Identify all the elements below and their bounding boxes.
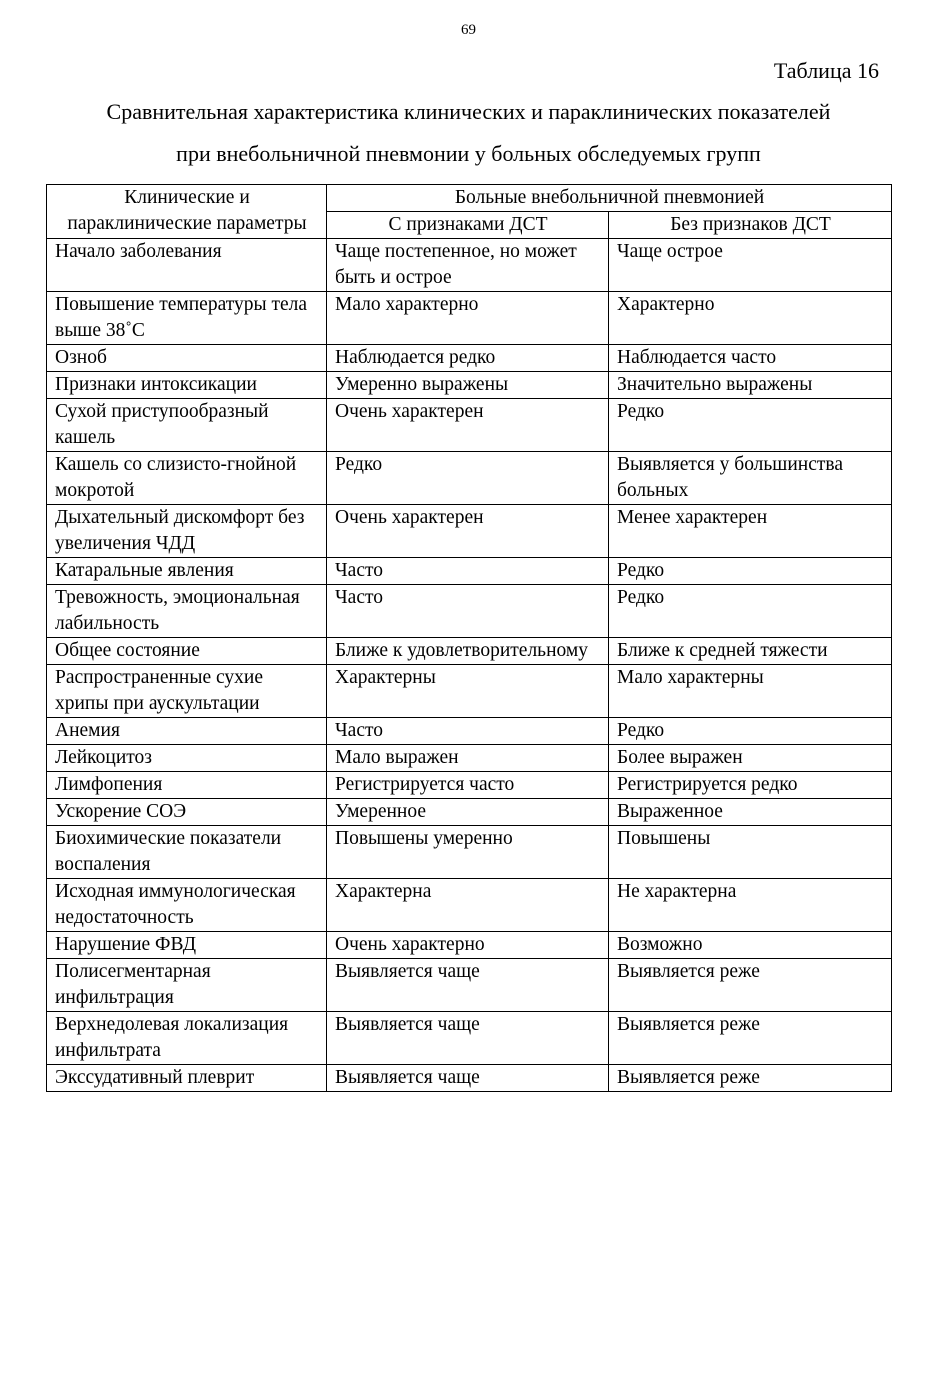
cell-with-dst: Мало характерно	[327, 292, 609, 345]
table-row	[47, 826, 892, 879]
cell-parameter: Верхнедолевая локализация инфильтрата	[47, 1012, 327, 1065]
table-row	[47, 772, 892, 799]
cell-with-dst: Очень характерен	[327, 505, 609, 558]
cell-parameter: Повышение температуры тела выше 38˚С	[47, 292, 327, 345]
cell-with-dst: Ближе к удовлетворительному	[327, 638, 609, 665]
cell-without-dst: Возможно	[609, 932, 892, 959]
cell-without-dst: Редко	[609, 558, 892, 585]
cell-with-dst: Часто	[327, 718, 609, 745]
table-row	[47, 505, 892, 558]
header-patient-group: Больные внебольничной пневмонией	[327, 185, 892, 212]
table-row	[47, 799, 892, 826]
cell-without-dst: Выраженное	[609, 799, 892, 826]
cell-with-dst: Умеренно выражены	[327, 372, 609, 399]
table-row	[47, 745, 892, 772]
table-body	[47, 239, 892, 1092]
cell-with-dst: Выявляется чаще	[327, 959, 609, 1012]
table-label: Таблица 16	[773, 58, 879, 83]
page-number: 69	[461, 22, 476, 38]
table-caption-line-2: при внебольничной пневмонии у больных обследуемых групп	[176, 141, 761, 166]
header-parameters: Клинические и параклинические параметры	[47, 185, 327, 239]
cell-without-dst: Характерно	[609, 292, 892, 345]
cell-without-dst: Выявляется у большинства больных	[609, 452, 892, 505]
cell-without-dst: Редко	[609, 718, 892, 745]
table-row	[47, 345, 892, 372]
table-row	[47, 959, 892, 1012]
table-caption-line-1: Сравнительная характеристика клинических и параклинических показателей	[106, 99, 831, 124]
cell-with-dst: Мало выражен	[327, 745, 609, 772]
cell-parameter: Лейкоцитоз	[47, 745, 327, 772]
cell-parameter: Лимфопения	[47, 772, 327, 799]
cell-without-dst: Редко	[609, 585, 892, 638]
cell-without-dst: Ближе к средней тяжести	[609, 638, 892, 665]
cell-parameter: Катаральные явления	[47, 558, 327, 585]
cell-without-dst: Регистрируется редко	[609, 772, 892, 799]
table-row	[47, 452, 892, 505]
cell-parameter: Ускорение СОЭ	[47, 799, 327, 826]
cell-parameter: Тревожность, эмоциональная лабильность	[47, 585, 327, 638]
table-row	[47, 558, 892, 585]
table-row	[47, 718, 892, 745]
table-row	[47, 879, 892, 932]
cell-with-dst: Часто	[327, 558, 609, 585]
cell-parameter: Анемия	[47, 718, 327, 745]
cell-without-dst: Повышены	[609, 826, 892, 879]
cell-without-dst: Значительно выражены	[609, 372, 892, 399]
cell-with-dst: Часто	[327, 585, 609, 638]
table-row	[47, 1065, 892, 1092]
table-row	[47, 399, 892, 452]
cell-with-dst: Характерны	[327, 665, 609, 718]
cell-parameter: Нарушение ФВД	[47, 932, 327, 959]
cell-with-dst: Редко	[327, 452, 609, 505]
cell-without-dst: Выявляется реже	[609, 959, 892, 1012]
cell-with-dst: Умеренное	[327, 799, 609, 826]
table-row	[47, 585, 892, 638]
table-row	[47, 292, 892, 345]
cell-parameter: Сухой приступообразный кашель	[47, 399, 327, 452]
cell-without-dst: Чаще острое	[609, 239, 892, 292]
cell-parameter: Полисегментарная инфильтрация	[47, 959, 327, 1012]
cell-parameter: Экссудативный плеврит	[47, 1065, 327, 1092]
cell-without-dst: Редко	[609, 399, 892, 452]
table-row	[47, 1012, 892, 1065]
cell-with-dst: Чаще постепенное, но может быть и острое	[327, 239, 609, 292]
cell-parameter: Общее состояние	[47, 638, 327, 665]
table-row	[47, 239, 892, 292]
header-with-dst: С признаками ДСТ	[327, 212, 609, 239]
cell-parameter: Дыхательный дискомфорт без увеличения ЧДД	[47, 505, 327, 558]
table-header	[47, 185, 892, 239]
cell-parameter: Признаки интоксикации	[47, 372, 327, 399]
table-row	[47, 372, 892, 399]
comparison-table	[46, 184, 892, 1092]
cell-parameter: Озноб	[47, 345, 327, 372]
table-row	[47, 638, 892, 665]
cell-with-dst: Повышены умеренно	[327, 826, 609, 879]
header-without-dst: Без признаков ДСТ	[609, 212, 892, 239]
cell-without-dst: Мало характерны	[609, 665, 892, 718]
cell-with-dst: Наблюдается редко	[327, 345, 609, 372]
cell-parameter: Исходная иммунологическая недостаточность	[47, 879, 327, 932]
table-row	[47, 665, 892, 718]
cell-without-dst: Не характерна	[609, 879, 892, 932]
cell-without-dst: Выявляется реже	[609, 1012, 892, 1065]
cell-with-dst: Очень характерно	[327, 932, 609, 959]
cell-parameter: Кашель со слизисто-гнойной мокротой	[47, 452, 327, 505]
cell-without-dst: Более выражен	[609, 745, 892, 772]
table-row	[47, 932, 892, 959]
cell-with-dst: Характерна	[327, 879, 609, 932]
cell-with-dst: Выявляется чаще	[327, 1012, 609, 1065]
cell-with-dst: Очень характерен	[327, 399, 609, 452]
cell-without-dst: Наблюдается часто	[609, 345, 892, 372]
cell-with-dst: Регистрируется часто	[327, 772, 609, 799]
cell-without-dst: Выявляется реже	[609, 1065, 892, 1092]
cell-without-dst: Менее характерен	[609, 505, 892, 558]
cell-parameter: Начало заболевания	[47, 239, 327, 292]
cell-with-dst: Выявляется чаще	[327, 1065, 609, 1092]
cell-parameter: Распространенные сухие хрипы при аускультации	[47, 665, 327, 718]
cell-parameter: Биохимические показатели воспаления	[47, 826, 327, 879]
